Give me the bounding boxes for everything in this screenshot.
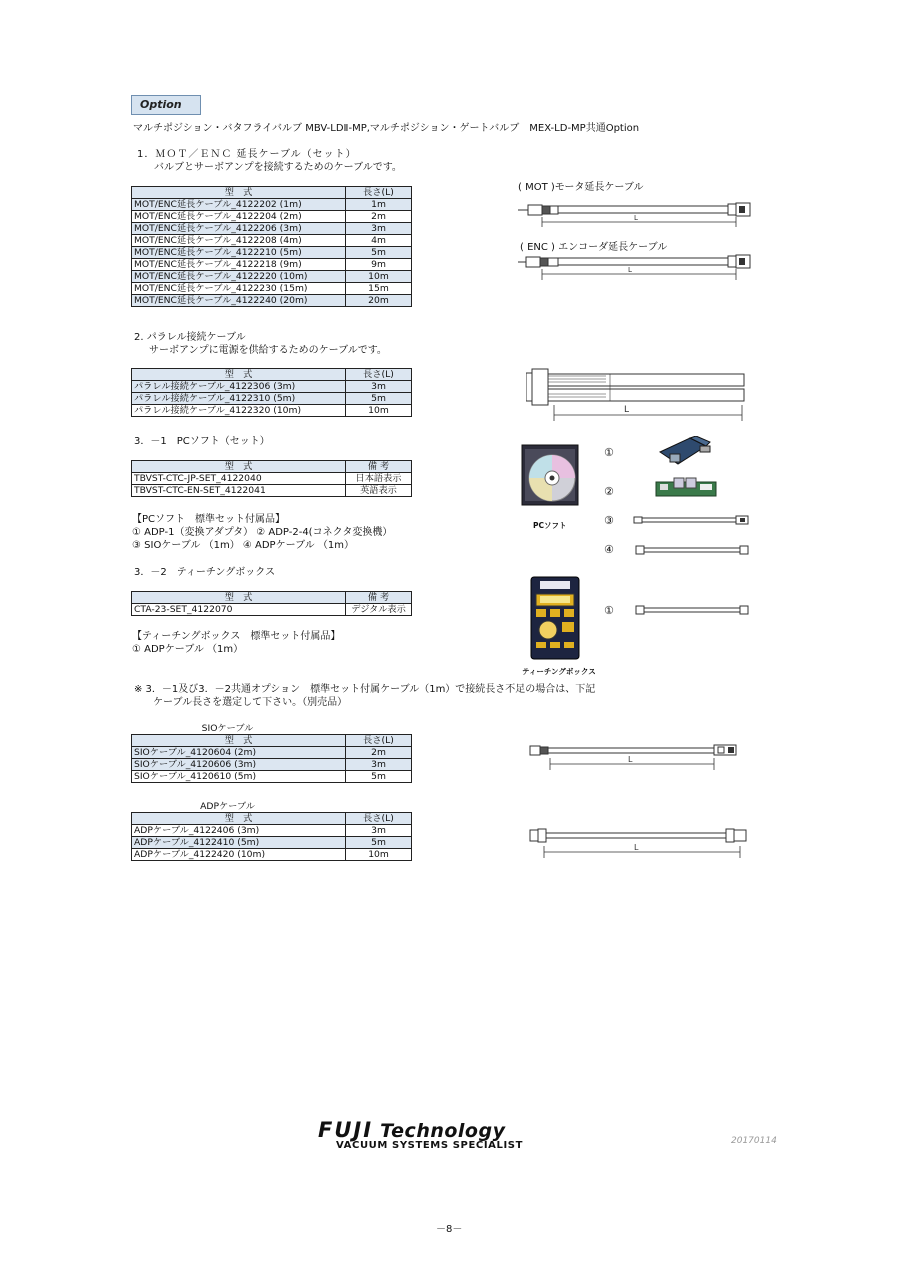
section1-desc: バルブとサーボアンプを接続するためのケーブルです。 <box>154 162 402 173</box>
parallel-cable-drawing <box>526 367 748 423</box>
section2-desc: サーボアンプに電源を供給するためのケーブルです。 <box>149 345 387 356</box>
table-row: MOT/ENC延長ケーブル_4122208 (4m) <box>132 235 346 247</box>
col-length: 長さ(L) <box>346 187 412 199</box>
dim-label: L <box>624 405 630 415</box>
converter-board-image <box>654 476 718 498</box>
item-number: ④ <box>604 543 614 556</box>
table-row: ADPケーブル_4122410 (5m) <box>132 837 346 849</box>
table-row: SIOケーブル_4120610 (5m) <box>132 771 346 783</box>
logo-brand: FUJI <box>318 1118 374 1142</box>
item-number: ② <box>604 485 614 498</box>
table-row: MOT/ENC延長ケーブル_4122210 (5m) <box>132 247 346 259</box>
table-row: MOT/ENC延長ケーブル_4122230 (15m) <box>132 283 346 295</box>
adp-cable-drawing <box>528 826 750 860</box>
section3-2-heading: 3．－2 ティーチングボックス <box>134 567 276 578</box>
adp-cable-small <box>632 544 752 556</box>
table-row: パラレル接続ケーブル_4122306 (3m) <box>132 381 346 393</box>
sio-cable-drawing <box>528 742 742 772</box>
table-row: CTA-23-SET_4122070 <box>132 604 346 616</box>
teaching-box-caption: ティーチングボックス <box>522 667 596 676</box>
logo-word: Technology <box>380 1120 506 1142</box>
mot-enc-table: 型 式 長さ(L) MOT/ENC延長ケーブル_4122202 (1m) 1m MOT/ENC延長ケーブル_4122204 (2m) 2m MOT/ENC延長ケーブル_4122206 (3m) 3m MOT/ENC延長ケーブル_4122208 (4m) 4m MOT/ENC延長ケーブル_4122210 (5m) 5m MOT/ENC延長ケーブル_4122218 (9m) 9m MOT/ENC延長ケーブル_4122220 (10m) 10m MOT/ENC延長ケーブル_4122230 (15m) 15m MOT/ENC延長ケーブル_4122240 (20m) 20m <box>131 186 412 307</box>
intro-text: マルチポジション・バタフライバルブ MBV-LDⅡ-MP,マルチポジション・ゲートバルブ MEX-LD-MP共通Option <box>133 123 640 134</box>
pc-soft-table: 型 式 備 考 TBVST-CTC-JP-SET_4122040 日本語表示 TBVST-CTC-EN-SET_4122041 英語表示 <box>131 460 412 497</box>
tb-acc-title: 【ティーチングボックス 標準セット付属品】 <box>132 631 341 642</box>
company-tagline: VACUUM SYSTEMS SPECIALIST <box>336 1140 524 1151</box>
table-row: SIOケーブル_4120604 (2m) <box>132 747 346 759</box>
parallel-table: 型 式 長さ(L) パラレル接続ケーブル_4122306 (3m) 3m パラレル接続ケーブル_4122310 (5m) 5m パラレル接続ケーブル_4122320 (10m) 10m <box>131 368 412 417</box>
table-row: SIOケーブル_4120606 (3m) <box>132 759 346 771</box>
adp-cable-small <box>632 604 752 616</box>
adp-table: ADPケーブル 型 式 長さ(L) ADPケーブル_4122406 (3m) 3m ADPケーブル_4122410 (5m) 5m ADPケーブル_4122420 (10m) 10m <box>131 800 412 861</box>
item-number: ③ <box>604 514 614 527</box>
mot-cable-drawing <box>518 195 754 231</box>
adp-title: ADPケーブル <box>200 800 255 812</box>
option-label: Option <box>131 95 201 115</box>
company-logo <box>318 1118 505 1142</box>
pc-acc-title: 【PCソフト 標準セット付属品】 <box>132 514 286 525</box>
section1-heading: 1．ＭＯＴ／ＥＮＣ 延長ケーブル（セット） <box>137 149 357 160</box>
table-row: ADPケーブル_4122406 (3m) <box>132 825 346 837</box>
pc-soft-caption: PCソフト <box>533 521 567 530</box>
sio-title: SIOケーブル <box>201 722 254 734</box>
table-row: MOT/ENC延長ケーブル_4122240 (20m) <box>132 295 346 307</box>
tb-acc-line1: ① ADPケーブル （1m） <box>132 644 244 655</box>
teaching-box-image <box>530 576 580 660</box>
table-row: MOT/ENC延長ケーブル_4122206 (3m) <box>132 223 346 235</box>
sio-table: SIOケーブル 型 式 長さ(L) SIOケーブル_4120604 (2m) 2m SIOケーブル_4120606 (3m) 3m SIOケーブル_4120610 (5m) 5m <box>131 722 412 783</box>
enc-cable-drawing <box>518 252 754 282</box>
dim-label: L <box>628 755 633 764</box>
section2-heading: 2. パラレル接続ケーブル <box>134 332 246 343</box>
table-row: パラレル接続ケーブル_4122320 (10m) <box>132 405 346 417</box>
dim-label: L <box>634 843 639 852</box>
table-row: パラレル接続ケーブル_4122310 (5m) <box>132 393 346 405</box>
table-row: TBVST-CTC-EN-SET_4122041 <box>132 485 346 497</box>
table-row: MOT/ENC延長ケーブル_4122204 (2m) <box>132 211 346 223</box>
section3-1-heading: 3．－1 PCソフト（セット） <box>134 436 270 447</box>
cd-case-image <box>520 443 582 511</box>
sio-cable-small <box>632 514 752 526</box>
table-row: TBVST-CTC-JP-SET_4122040 <box>132 473 346 485</box>
teaching-box-table: 型 式 備 考 CTA-23-SET_4122070 デジタル表示 <box>131 591 412 616</box>
mot-cable-label: ( MOT )モータ延長ケーブル <box>518 182 644 193</box>
pc-acc-line1: ① ADP-1（変換アダプタ） ② ADP-2-4(コネクタ変換機） <box>132 527 393 538</box>
adapter-image <box>656 436 714 468</box>
dim-label: L <box>634 214 638 222</box>
dim-label: L <box>628 266 632 274</box>
item-number: ① <box>604 604 614 617</box>
table-row: MOT/ENC延長ケーブル_4122220 (10m) <box>132 271 346 283</box>
enc-cable-label: ( ENC ) エンコーダ延長ケーブル <box>520 242 668 253</box>
col-model: 型 式 <box>132 187 346 199</box>
note-line2: ケーブル長さを選定して下さい。（別売品） <box>153 697 348 708</box>
pc-acc-line2: ③ SIOケーブル （1m） ④ ADPケーブル （1m） <box>132 540 354 551</box>
table-row: MOT/ENC延長ケーブル_4122218 (9m) <box>132 259 346 271</box>
table-row: MOT/ENC延長ケーブル_4122202 (1m) <box>132 199 346 211</box>
note-line1: ※ 3．－1及び3．－2共通オプション 標準セット付属ケーブル（1m）で接続長さ不足の場合は、下記 <box>134 684 596 695</box>
table-row: ADPケーブル_4122420 (10m) <box>132 849 346 861</box>
item-number: ① <box>604 446 614 459</box>
doc-date: 20170114 <box>731 1136 777 1146</box>
page-number: －8－ <box>436 1224 463 1235</box>
